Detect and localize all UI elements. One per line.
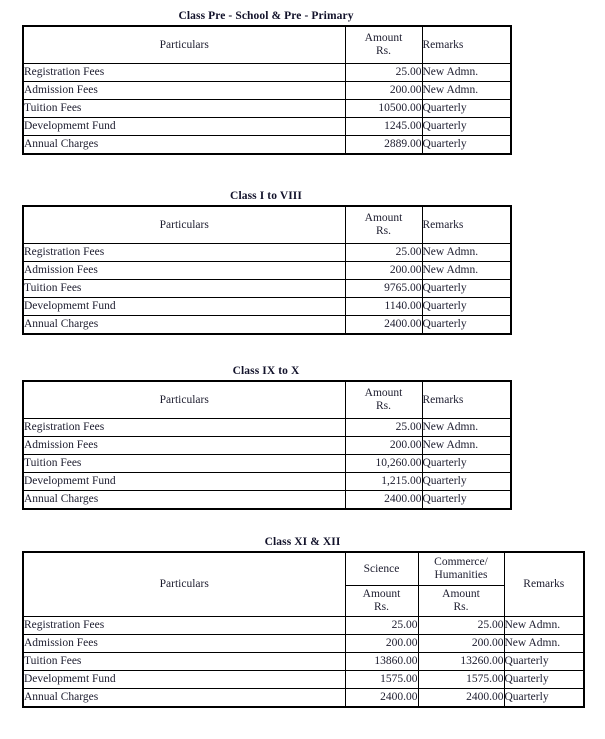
header-particulars: Particulars <box>23 552 345 617</box>
table-row <box>23 298 511 316</box>
table-row <box>23 617 584 635</box>
header-particulars: Particulars <box>23 206 345 244</box>
cell-particulars: Admission Fees <box>23 635 345 653</box>
cell-amount: 2889.00 <box>345 136 422 155</box>
cell-particulars: Tuition Fees <box>23 653 345 671</box>
cell-amount: 25.00 <box>345 64 422 82</box>
cell-particulars: Developmemt Fund <box>23 671 345 689</box>
header-science-amount-line1: Amount <box>362 588 401 600</box>
table-row <box>23 437 511 455</box>
cell-amount: 1140.00 <box>345 298 422 316</box>
header-amount-line2: Rs. <box>375 225 392 237</box>
table-row <box>23 491 511 510</box>
fee-block-class-i-to-viii <box>0 190 605 335</box>
cell-amount: 200.00 <box>345 82 422 100</box>
cell-commerce-amount: 2400.00 <box>418 689 504 708</box>
table-title-class-xi-and-xii: Class XI & XII <box>264 536 341 548</box>
cell-particulars: Registration Fees <box>23 64 345 82</box>
header-remarks: Remarks <box>422 381 511 419</box>
header-science-amount-line2: Rs. <box>373 601 390 613</box>
table-head <box>23 206 511 244</box>
cell-particulars: Annual Charges <box>23 689 345 708</box>
cell-amount: 25.00 <box>345 419 422 437</box>
cell-remarks: Quarterly <box>422 455 511 473</box>
cell-science-amount: 25.00 <box>345 617 418 635</box>
table-title-class-i-to-viii: Class I to VIII <box>230 190 302 202</box>
table-body <box>23 244 511 335</box>
table-header-row <box>23 26 511 64</box>
table-row <box>23 64 511 82</box>
header-remarks: Remarks <box>422 26 511 64</box>
table-row <box>23 136 511 155</box>
cell-amount: 200.00 <box>345 262 422 280</box>
table-row <box>23 316 511 335</box>
cell-particulars: Admission Fees <box>23 82 345 100</box>
cell-amount: 1,215.00 <box>345 473 422 491</box>
header-commerce-amount-line2: Rs. <box>453 601 469 613</box>
cell-amount: 200.00 <box>345 437 422 455</box>
cell-remarks: Quarterly <box>504 671 584 689</box>
cell-remarks: Quarterly <box>422 280 511 298</box>
header-amount <box>345 26 422 64</box>
cell-remarks: Quarterly <box>422 298 511 316</box>
table-row <box>23 635 584 653</box>
table-row <box>23 455 511 473</box>
table-head <box>23 552 584 617</box>
table-row <box>23 244 511 262</box>
cell-particulars: Annual Charges <box>23 491 345 510</box>
cell-particulars: Tuition Fees <box>23 455 345 473</box>
cell-remarks: Quarterly <box>422 473 511 491</box>
cell-particulars: Registration Fees <box>23 244 345 262</box>
header-amount-line1: Amount <box>364 387 403 399</box>
table-head <box>23 26 511 64</box>
cell-remarks: Quarterly <box>422 100 511 118</box>
header-amount-line2: Rs. <box>375 45 392 57</box>
fee-table-pre-school <box>22 25 512 155</box>
fee-table-class-ix-to-x <box>22 380 512 510</box>
header-particulars: Particulars <box>23 381 345 419</box>
cell-amount: 25.00 <box>345 244 422 262</box>
table-row <box>23 82 511 100</box>
cell-commerce-amount: 13260.00 <box>418 653 504 671</box>
cell-amount: 9765.00 <box>345 280 422 298</box>
cell-amount: 2400.00 <box>345 316 422 335</box>
cell-science-amount: 2400.00 <box>345 689 418 708</box>
fee-table-class-xi-and-xii <box>22 551 585 708</box>
fee-table-class-i-to-viii <box>22 205 512 335</box>
cell-remarks: New Admn. <box>422 64 511 82</box>
cell-particulars: Developmemt Fund <box>23 298 345 316</box>
cell-particulars: Developmemt Fund <box>23 473 345 491</box>
cell-remarks: Quarterly <box>422 316 511 335</box>
table-row <box>23 671 584 689</box>
cell-remarks: New Admn. <box>422 244 511 262</box>
cell-amount: 1245.00 <box>345 118 422 136</box>
table-body <box>23 617 584 708</box>
table-title-class-ix-to-x: Class IX to X <box>232 365 300 377</box>
cell-remarks: Quarterly <box>422 118 511 136</box>
cell-remarks: Quarterly <box>422 136 511 155</box>
cell-particulars: Registration Fees <box>23 419 345 437</box>
header-amount <box>345 206 422 244</box>
header-particulars: Particulars <box>23 26 345 64</box>
cell-particulars: Admission Fees <box>23 437 345 455</box>
table-row <box>23 262 511 280</box>
cell-particulars: Annual Charges <box>23 316 345 335</box>
header-amount <box>345 381 422 419</box>
cell-remarks: Quarterly <box>422 491 511 510</box>
table-row <box>23 100 511 118</box>
header-remarks: Remarks <box>422 206 511 244</box>
table-head <box>23 381 511 419</box>
table-title-pre-school: Class Pre - School & Pre - Primary <box>178 10 354 22</box>
header-commerce-amount-line1: Amount <box>442 588 480 600</box>
table-row <box>23 653 584 671</box>
fee-block-pre-school <box>0 10 605 155</box>
cell-science-amount: 1575.00 <box>345 671 418 689</box>
table-header-row <box>23 381 511 419</box>
cell-remarks: New Admn. <box>422 82 511 100</box>
cell-remarks: Quarterly <box>504 689 584 708</box>
cell-amount: 10500.00 <box>345 100 422 118</box>
table-header-row-stream <box>23 552 584 586</box>
cell-science-amount: 200.00 <box>345 635 418 653</box>
table-body <box>23 419 511 510</box>
header-science-amount <box>345 586 418 617</box>
fee-block-class-xi-and-xii <box>0 536 605 708</box>
cell-remarks: New Admn. <box>504 617 584 635</box>
table-row <box>23 280 511 298</box>
header-commerce-humanities: Commerce/ Humanities <box>418 552 504 586</box>
cell-particulars: Tuition Fees <box>23 100 345 118</box>
header-commerce-amount <box>418 586 504 617</box>
cell-remarks: Quarterly <box>504 653 584 671</box>
cell-particulars: Registration Fees <box>23 617 345 635</box>
header-remarks: Remarks <box>504 552 584 617</box>
table-row <box>23 689 584 708</box>
cell-commerce-amount: 200.00 <box>418 635 504 653</box>
cell-science-amount: 13860.00 <box>345 653 418 671</box>
table-body <box>23 64 511 155</box>
fee-block-class-ix-to-x <box>0 365 605 510</box>
cell-remarks: New Admn. <box>422 262 511 280</box>
cell-remarks: New Admn. <box>422 437 511 455</box>
table-row <box>23 118 511 136</box>
table-row <box>23 473 511 491</box>
cell-amount: 10,260.00 <box>345 455 422 473</box>
cell-amount: 2400.00 <box>345 491 422 510</box>
table-header-row <box>23 206 511 244</box>
header-amount-line1: Amount <box>364 32 403 44</box>
cell-particulars: Developmemt Fund <box>23 118 345 136</box>
cell-remarks: New Admn. <box>504 635 584 653</box>
cell-commerce-amount: 25.00 <box>418 617 504 635</box>
header-amount-line2: Rs. <box>375 400 392 412</box>
table-row <box>23 419 511 437</box>
cell-particulars: Tuition Fees <box>23 280 345 298</box>
cell-commerce-amount: 1575.00 <box>418 671 504 689</box>
cell-particulars: Annual Charges <box>23 136 345 155</box>
cell-particulars: Admission Fees <box>23 262 345 280</box>
header-amount-line1: Amount <box>364 212 403 224</box>
cell-remarks: New Admn. <box>422 419 511 437</box>
header-science: Science <box>345 552 418 586</box>
